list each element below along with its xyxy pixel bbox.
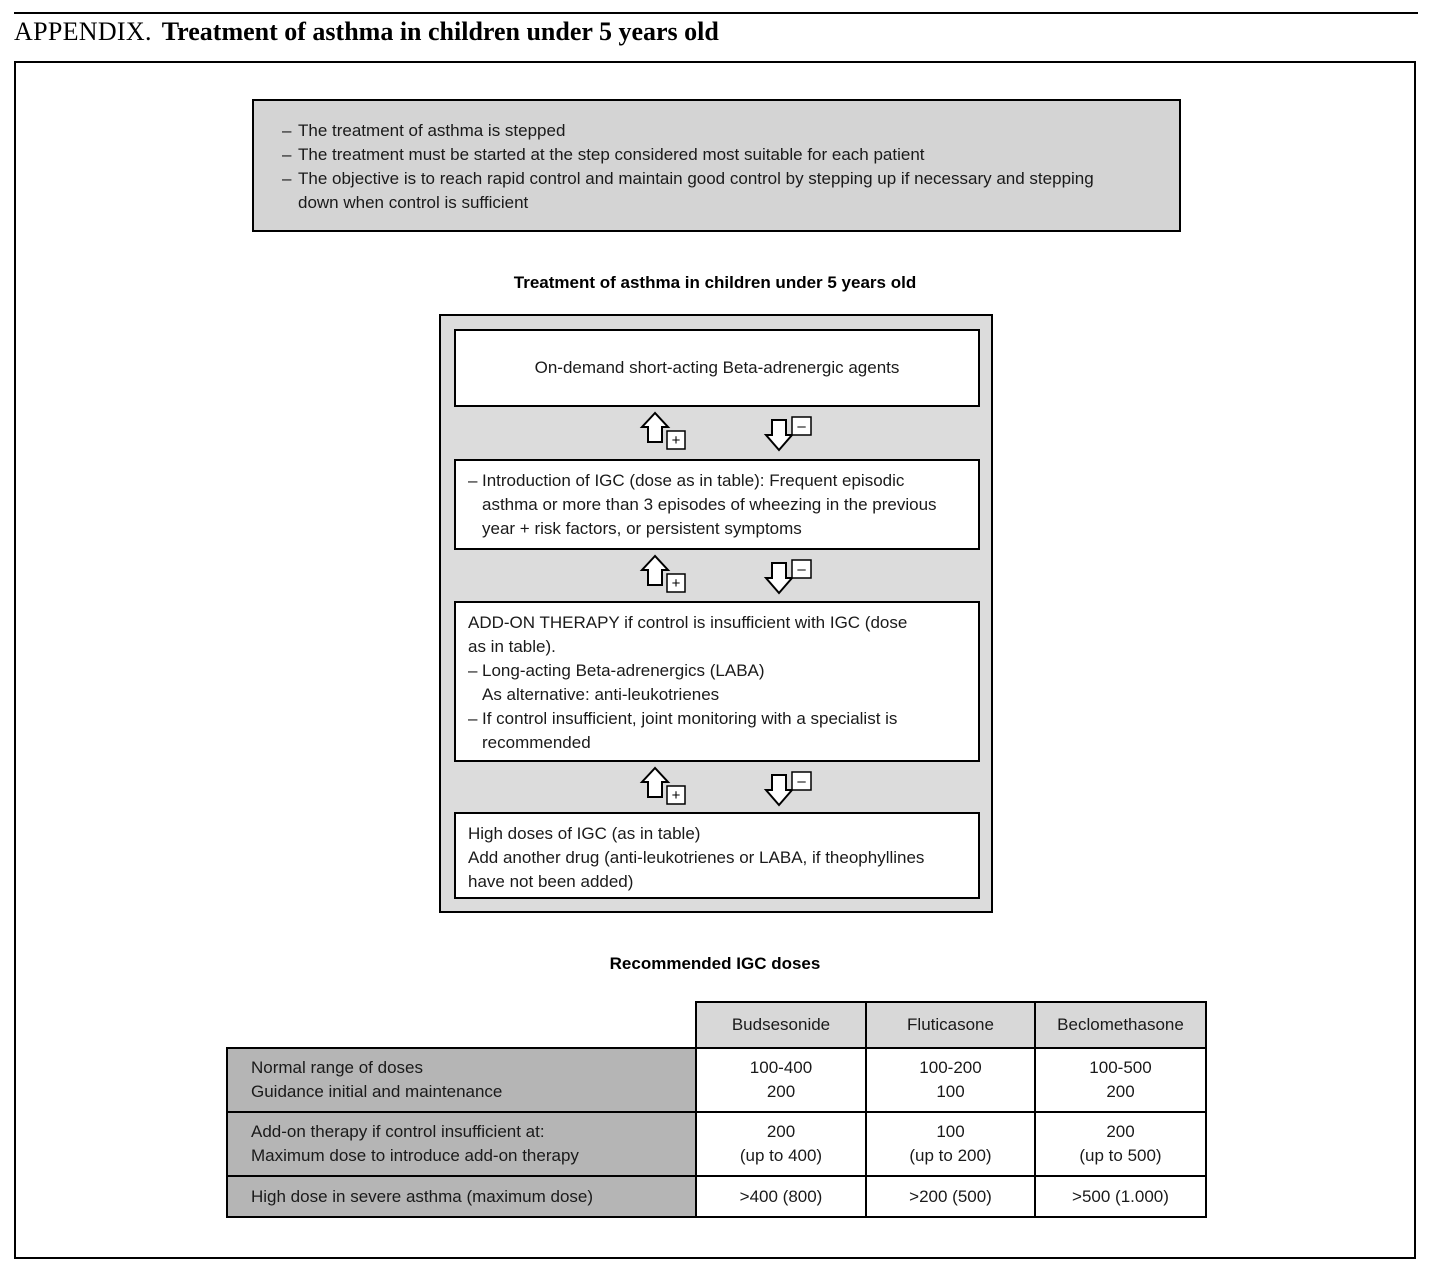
page-heading: [14, 17, 719, 47]
svg-text:+: +: [671, 575, 681, 592]
igc-dose-table: [226, 1001, 1207, 1218]
table-cell: >200 (500): [866, 1176, 1035, 1217]
table-cell: 200 (up to 500): [1035, 1112, 1206, 1176]
top-rule: [14, 12, 1418, 14]
svg-text:+: +: [671, 787, 681, 804]
step-3-line: recommended: [482, 733, 591, 752]
heading-title: Treatment of asthma in children under 5 years old: [161, 17, 719, 46]
diagram-title: Treatment of asthma in children under 5 years old: [513, 273, 917, 292]
row-label: Normal range of doses Guidance initial and maintenance: [227, 1048, 696, 1112]
svg-text:+: +: [671, 432, 681, 449]
table-title: Recommended IGC doses: [609, 954, 821, 973]
table-cell: >500 (1.000): [1035, 1176, 1206, 1217]
treatment-steps-diagram: [439, 314, 993, 913]
table-cell: 100-400 200: [696, 1048, 866, 1112]
table-cell: >400 (800): [696, 1176, 866, 1217]
svg-text:–: –: [797, 561, 806, 578]
step-down-arrow-icon: [763, 553, 823, 599]
note-item: down when control is sufficient: [298, 193, 529, 212]
step-2-line: – Introduction of IGC (dose as in table): Frequent episodic: [468, 471, 905, 490]
step-1-box: [454, 329, 980, 407]
step-3-line: as in table).: [468, 637, 556, 656]
row-label: Add-on therapy if control insufficient at: Maximum dose to introduce add-on therapy: [227, 1112, 696, 1176]
table-cell: 100-500 200: [1035, 1048, 1206, 1112]
notes-box: [252, 99, 1181, 232]
step-3-line: – If control insufficient, joint monitoring with a specialist is: [468, 709, 898, 728]
row-label: High dose in severe asthma (maximum dose): [227, 1176, 696, 1217]
step-4-box: [454, 812, 980, 899]
column-header: Beclomethasone: [1035, 1002, 1206, 1048]
svg-text:–: –: [797, 418, 806, 435]
table-cell: 200 (up to 400): [696, 1112, 866, 1176]
step-4-line: Add another drug (anti-leukotrienes or LABA, if theophyllines: [468, 848, 925, 867]
step-3-line: As alternative: anti-leukotrienes: [482, 685, 720, 704]
step-2-line: asthma or more than 3 episodes of wheezing in the previous: [482, 495, 937, 514]
table-cell: 100 (up to 200): [866, 1112, 1035, 1176]
column-header: Budsesonide: [696, 1002, 866, 1048]
step-down-arrow-icon: [763, 410, 823, 456]
step-3-line: ADD-ON THERAPY if control is insufficient with IGC (dose: [468, 613, 908, 632]
step-4-line: High doses of IGC (as in table): [468, 824, 701, 843]
step-down-arrow-icon: [763, 765, 823, 811]
table-row: [227, 1176, 1206, 1217]
note-item: – The objective is to reach rapid control and maintain good control by stepping up if necessary and stepping: [282, 169, 1094, 188]
column-header: Fluticasone: [866, 1002, 1035, 1048]
step-2-line: year + risk factors, or persistent symptoms: [482, 519, 802, 538]
step-1-text: On-demand short-acting Beta-adrenergic agents: [534, 358, 900, 377]
note-item: – The treatment of asthma is stepped: [282, 121, 566, 140]
step-3-line: – Long-acting Beta-adrenergics (LABA): [468, 661, 765, 680]
table-corner: [227, 1002, 696, 1048]
heading-prefix: APPENDIX.: [14, 17, 152, 46]
step-4-line: have not been added): [468, 872, 634, 891]
note-item: – The treatment must be started at the step considered most suitable for each patient: [282, 145, 925, 164]
table-row: [227, 1112, 1206, 1176]
step-up-arrow-icon: [639, 553, 699, 599]
step-up-arrow-icon: [639, 765, 699, 811]
step-3-box: [454, 601, 980, 762]
svg-text:–: –: [797, 773, 806, 790]
table-cell: 100-200 100: [866, 1048, 1035, 1112]
table-row: [227, 1048, 1206, 1112]
step-2-box: [454, 459, 980, 550]
step-up-arrow-icon: [639, 410, 699, 456]
